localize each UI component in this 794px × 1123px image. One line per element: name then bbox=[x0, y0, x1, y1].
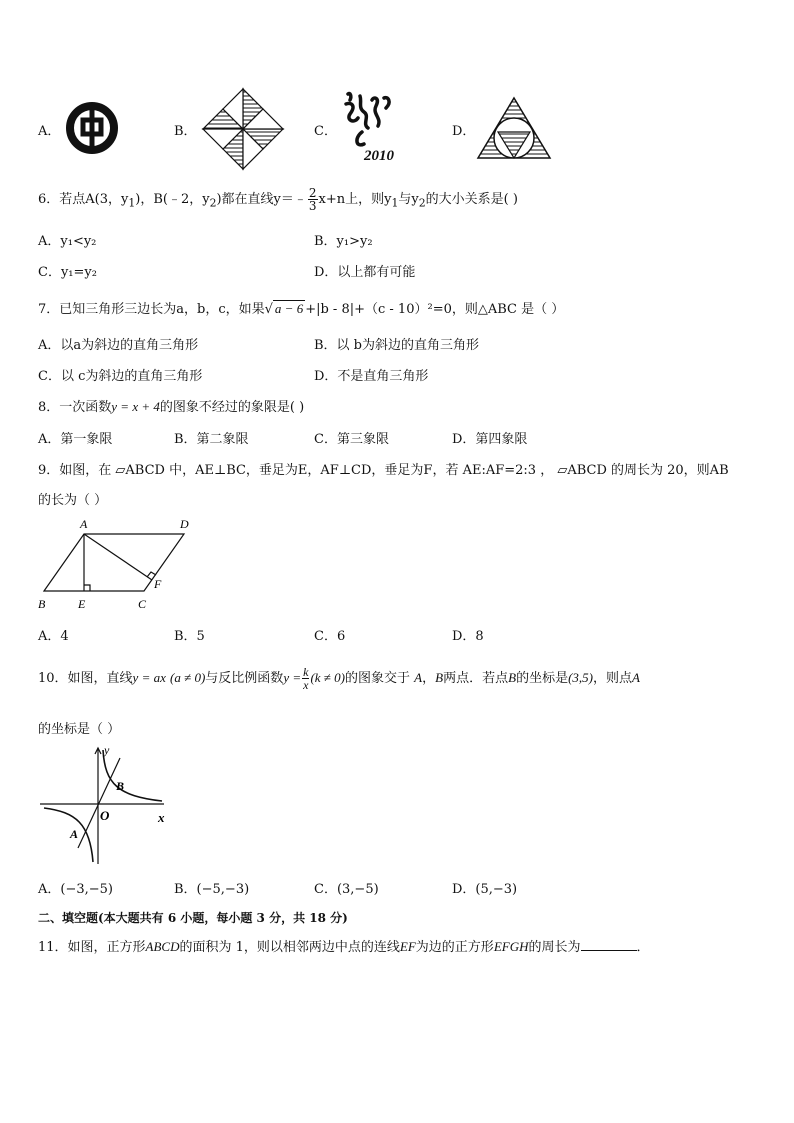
segment-af bbox=[84, 534, 152, 580]
q6-stem-part: )，B(﹣2，y bbox=[135, 192, 210, 207]
q11-segment-ef: EF bbox=[399, 939, 416, 954]
q8-option-c: C．第三象限 bbox=[314, 432, 389, 447]
q8-option-a: A．第一象限 bbox=[38, 432, 113, 447]
q7-option-d: D．不是直角三角形 bbox=[314, 369, 429, 384]
q10-point: A bbox=[632, 670, 640, 685]
q7-sqrt: a − 6 bbox=[274, 301, 304, 316]
q9-stem-line2: 的长为（ ） bbox=[38, 493, 108, 508]
q10-stem-part: ，则点 bbox=[593, 671, 633, 686]
point-b-label: B bbox=[116, 779, 125, 793]
q11-stem-part: ． bbox=[636, 940, 650, 955]
q10-option-c: C．(3,−5) bbox=[314, 882, 379, 897]
q10-function-graph bbox=[36, 744, 172, 868]
q5-option-c-label: C． bbox=[314, 124, 337, 139]
q6-stem-part: 6．若点A(3，y bbox=[38, 192, 129, 207]
q8-stem-part: 8．一次函数 bbox=[38, 400, 112, 415]
label-a: A bbox=[80, 517, 88, 531]
q6-stem-part: )都在直线y＝﹣ bbox=[216, 192, 307, 207]
q6-option-d: D．以上都有可能 bbox=[314, 265, 416, 280]
q10-stem-part: 与反比例函数 bbox=[205, 671, 284, 686]
label-b: B bbox=[38, 597, 46, 611]
svg-text:2010: 2010 bbox=[364, 148, 394, 164]
q10-option-a: A．(−3,−5) bbox=[38, 882, 113, 897]
q5-option-a-label: A． bbox=[38, 124, 61, 139]
q6-stem bbox=[38, 187, 518, 212]
label-d: D bbox=[180, 517, 189, 531]
q10-point: B bbox=[435, 670, 444, 685]
q7-option-b: B．以 b为斜边的直角三角形 bbox=[314, 338, 480, 353]
q6-option-a: A．y₁<y₂ bbox=[38, 234, 97, 249]
triangle-circle-icon bbox=[476, 96, 552, 162]
q10-stem-part: 10．如图，直线 bbox=[38, 671, 133, 686]
q9-option-d: D．8 bbox=[452, 629, 484, 644]
section-2-title: 二、填空题(本大题共有 6 小题，每小题 3 分，共 18 分) bbox=[38, 911, 348, 925]
q7-stem: 7．已知三角形三边长为a，b，c，如果√ a − 6 +|b - 8|+（c - 10）²=0，则△ABC 是（ ） bbox=[38, 301, 565, 317]
q9-parallelogram-figure bbox=[34, 514, 200, 614]
q6-frac-den: 3 bbox=[308, 199, 317, 213]
q11-answer-blank[interactable] bbox=[581, 940, 637, 951]
q6-frac-num: 2 bbox=[308, 186, 317, 200]
q5-option-d-label: D． bbox=[452, 124, 476, 139]
q6-stem-part: 的大小关系是( ) bbox=[425, 192, 518, 207]
q6-subscript: 2 bbox=[209, 196, 217, 210]
q10-line-equation: y = ax bbox=[132, 670, 166, 685]
q8-stem bbox=[38, 396, 304, 415]
q10-stem-part: 两点．若点 bbox=[443, 671, 509, 686]
q7-stem-part: +|b - 8|+（c - 10）²=0，则△ABC 是（ ） bbox=[305, 302, 565, 317]
q10-condition: (k ≠ 0) bbox=[310, 670, 346, 685]
q7-stem-part: 7．已知三角形三边长为a，b，c，如果 bbox=[38, 302, 265, 317]
q9-option-a: A．4 bbox=[38, 629, 69, 644]
q10-y-equals: y = bbox=[283, 670, 302, 685]
q11-stem bbox=[38, 936, 650, 955]
right-angle-e bbox=[84, 585, 90, 591]
q10-condition: (a ≠ 0) bbox=[170, 670, 206, 685]
q8-stem-part: 的图象不经过的象限是( ) bbox=[159, 400, 305, 415]
q7-option-a: A．以a为斜边的直角三角形 bbox=[38, 338, 199, 353]
q7-option-c: C．以 c为斜边的直角三角形 bbox=[38, 369, 203, 384]
q10-frac-den: x bbox=[303, 678, 309, 692]
q8-option-b: B．第二象限 bbox=[174, 432, 249, 447]
q10-option-d: D．(5,−3) bbox=[452, 882, 518, 897]
bank-of-china-logo-icon bbox=[64, 100, 120, 156]
q11-stem-part: 的周长为 bbox=[528, 940, 581, 955]
q10-stem-part: 的坐标是 bbox=[516, 671, 569, 686]
parallelogram-abcd bbox=[44, 534, 184, 591]
point-a-label: A bbox=[70, 827, 79, 841]
label-c: C bbox=[138, 597, 147, 611]
q6-stem-part: 与y bbox=[398, 192, 419, 207]
q10-stem-line2: 的坐标是（ ） bbox=[38, 722, 121, 737]
q11-square-abcd: ABCD bbox=[145, 939, 180, 954]
y-axis-label: y bbox=[104, 744, 110, 757]
q11-stem-part: 为边的正方形 bbox=[415, 940, 494, 955]
q10-coordinate: (3,5) bbox=[568, 670, 593, 685]
calligraphy-2010-icon bbox=[340, 88, 406, 164]
q10-stem-part: ， bbox=[422, 671, 436, 686]
line-y-ax bbox=[78, 758, 120, 848]
q10-option-b: B．(−5,−3) bbox=[174, 882, 250, 897]
q10-point: A bbox=[414, 670, 423, 685]
q10-fraction bbox=[302, 666, 309, 691]
q11-stem-part: 的面积为 1，则以相邻两边中点的连线 bbox=[179, 940, 400, 955]
hyperbola-branch-2 bbox=[44, 808, 93, 862]
q11-square-efgh: EFGH bbox=[493, 939, 529, 954]
x-axis-label: x bbox=[158, 810, 165, 825]
q9-option-b: B．5 bbox=[174, 629, 205, 644]
q9-stem-line1: 9．如图，在 ▱ABCD 中，AE⊥BC，垂足为E，AF⊥CD，垂足为F，若 AE:AF=2:3 ， ▱ABCD 的周长为 20，则AB bbox=[38, 463, 729, 478]
q10-frac-num: k bbox=[303, 665, 309, 679]
q8-function: y = x + 4 bbox=[111, 399, 160, 414]
q10-stem-part: 的图象交于 bbox=[345, 671, 411, 686]
q6-subscript: 2 bbox=[418, 196, 426, 210]
q9-option-c: C．6 bbox=[314, 629, 346, 644]
q11-stem-part: 11．如图，正方形 bbox=[38, 940, 146, 955]
q6-subscript: 1 bbox=[391, 196, 399, 210]
q10-point: B bbox=[508, 670, 517, 685]
q8-option-d: D．第四象限 bbox=[452, 432, 528, 447]
q6-option-c: C．y₁=y₂ bbox=[38, 265, 97, 280]
q6-stem-part: x+n上，则y bbox=[318, 192, 392, 207]
label-e: E bbox=[78, 597, 86, 611]
label-f: F bbox=[154, 577, 162, 591]
q5-option-b-label: B． bbox=[174, 124, 197, 139]
q6-fraction bbox=[308, 187, 318, 212]
origin-label: O bbox=[100, 808, 110, 823]
q10-stem-line1 bbox=[38, 666, 640, 691]
q6-option-b: B．y₁>y₂ bbox=[314, 234, 373, 249]
pinwheel-icon bbox=[200, 86, 286, 172]
q6-subscript: 1 bbox=[128, 196, 136, 210]
